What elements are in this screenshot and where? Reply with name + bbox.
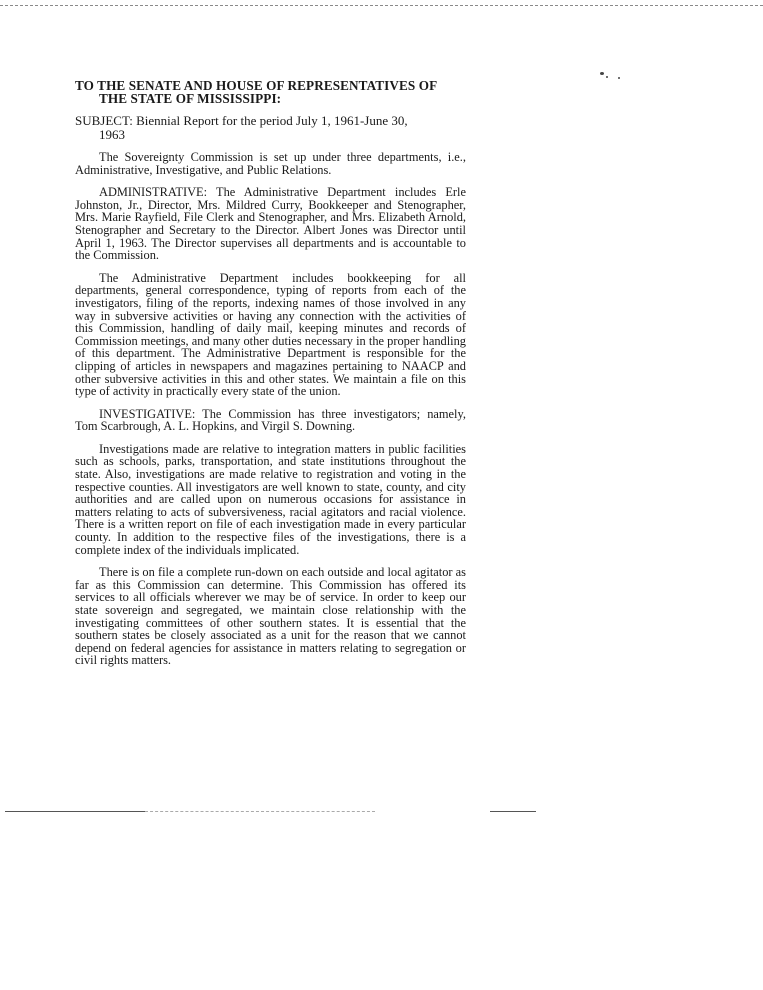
bottom-rule-left (5, 811, 145, 812)
administrative-duties-paragraph: The Administrative Department includes bookkeeping for all departments, general correspondence, typing of reports from each of the investigators, filing of the reports, indexing names of those involved in any way in subversive activities or having any connection with the activities of this Commission, handling of daily mail, keeping minutes and records of Commission meetings, and many other duties necessary in the proper handling of this department. The Administrative Department is responsible for the clipping of articles in newspapers and magazines pertaining to NAACP and other subversive activities in this and other states. We maintain a file on this type of activity in practically every state of the union. (75, 270, 466, 399)
report-body (75, 79, 466, 667)
addressee-heading (75, 79, 466, 105)
administrative-paragraph: ADMINISTRATIVE: The Administrative Department includes Erle Johnston, Jr., Director, Mrs. Mildred Curry, Bookkeeper and Stenographer, Mrs. Marie Rayfield, File Clerk and Stenographer, and Mrs. Elizabeth Arnold, Stenographer and Secretary to the Director. Albert Jones was Director until April 1, 1963. The Director supervises all departments and is accountable to the Commission. (75, 185, 466, 263)
subject-line-2: 1963 (99, 126, 125, 142)
addressee-line-1: TO THE SENATE AND HOUSE OF REPRESENTATIVES OF (75, 78, 438, 93)
subject-line-1: SUBJECT: Biennial Report for the period July 1, 1961-June 30, (75, 113, 408, 128)
investigations-paragraph: Investigations made are relative to integration matters in public facilities such as schools, parks, transportation, and state institutions throughout the state. Also, investigations are made relative to registration and voting in the respective counties. All investigators are well known to state, county, and city authorities and are called upon on numerous occasions for assistance in matters relating to acts of subversiveness, racial agitators and racial violence. There is a written report on file of each investigation made in every particular county. In addition to the respective files of the investigations, there is a complete index of the individuals implicated. (75, 441, 466, 557)
top-scan-edge (0, 5, 763, 6)
intro-paragraph: The Sovereignty Commission is set up under three departments, i.e., Administrative, Investigative, and Public Relations. (75, 150, 466, 177)
subject-line (75, 114, 466, 141)
investigative-paragraph: INVESTIGATIVE: The Commission has three investigators; namely, Tom Scarbrough, A. L. Hopkins, and Virgil S. Downing. (75, 406, 466, 434)
bottom-rule-right (490, 811, 536, 812)
bottom-rule-mid (145, 811, 375, 812)
scan-speck (606, 76, 608, 78)
scan-speck (600, 72, 604, 75)
agitator-files-paragraph: There is on file a complete run-down on each outside and local agitator as far as this Commission can determine. This Commission has offered its services to all officials wherever we may be of service. In order to keep our state sovereign and segregated, we maintain close relationship with the investigating committees of other southern states. It is essential that the southern states be closely associated as a unit for the reason that we cannot depend on federal agencies for assistance in matters relating to segregation or civil rights matters. (75, 565, 466, 668)
addressee-line-2: THE STATE OF MISSISSIPPI: (99, 91, 282, 106)
scan-speck (618, 77, 620, 79)
